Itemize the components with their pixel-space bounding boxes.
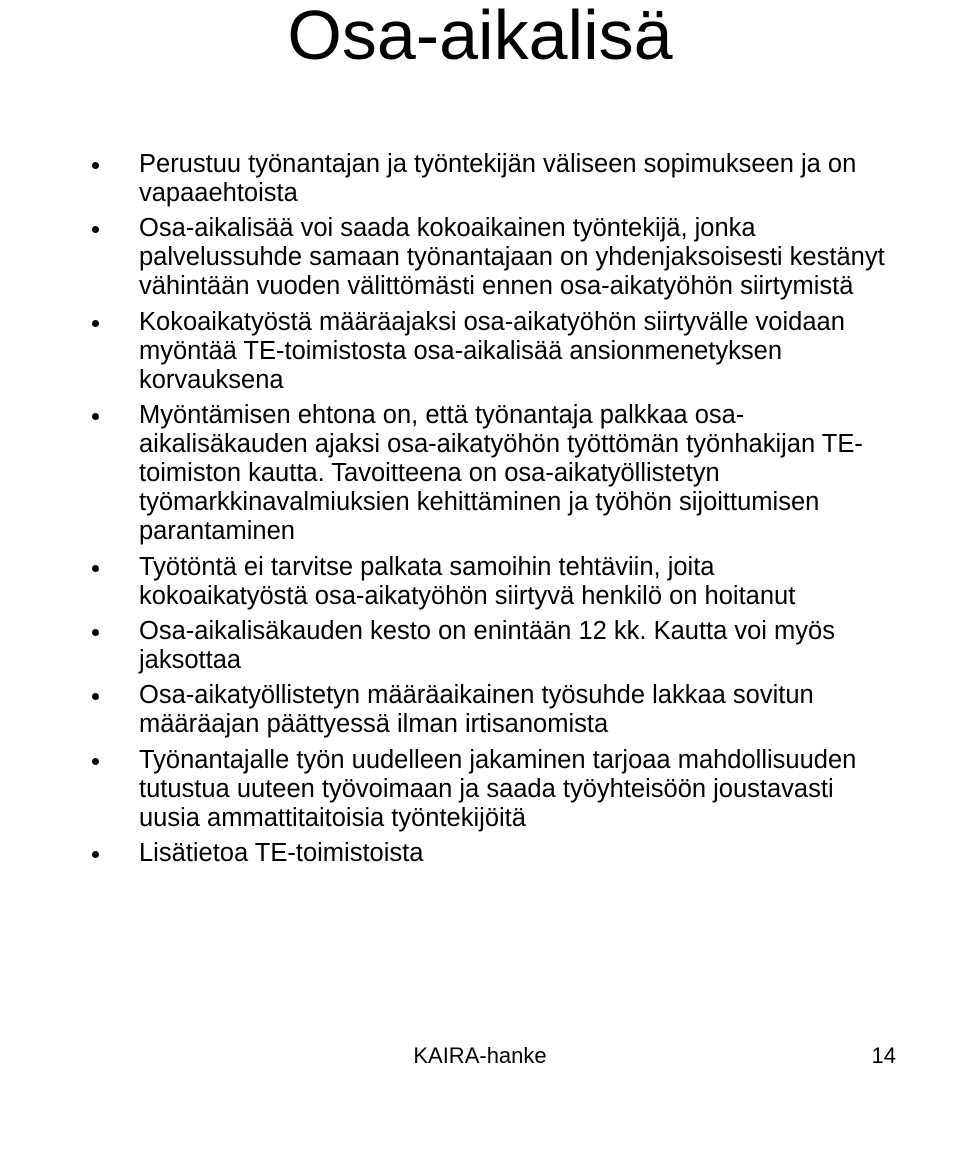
bullet-item (90, 746, 890, 833)
bullet-dot-icon (92, 851, 99, 858)
bullet-text: Osa-aikalisää voi saada kokoaikainen työntekijä, jonka palvelussuhde samaan työnantajaan on yhdenjaksoisesti kestänyt vähintään vuoden välittömästi ennen osa-aikatyöhön siirtymistä (139, 214, 885, 301)
bullet-dot-icon (92, 320, 99, 327)
bullet-text: Perustuu työnantajan ja työntekijän väliseen sopimukseen ja on vapaaehtoista (139, 150, 857, 207)
page-number: 14 (871, 1043, 896, 1068)
bullet-item (90, 150, 890, 208)
slide-title: Osa-aikalisä (287, 0, 673, 74)
bullet-item (90, 681, 890, 739)
bullet-text: Myöntämisen ehtona on, että työnantaja palkkaa osa-aikalisäkauden ajaksi osa-aikatyöhön työttömän työnhakijan TE-toimiston kautta. Tavoitteena on osa-aikatyöllistetyn työmarkkinavalmiuksien kehittäminen ja työhön sijoittumisen parantaminen (139, 401, 863, 546)
bullet-dot-icon (92, 162, 99, 169)
bullet-dot-icon (92, 629, 99, 636)
footer-label: KAIRA-hanke (413, 1043, 547, 1068)
bullet-text: Kokoaikatyöstä määräajaksi osa-aikatyöhön siirtyvälle voidaan myöntää TE-toimistosta osa-aikalisää ansionmenetyksen korvauksena (139, 307, 845, 394)
bullet-dot-icon (92, 565, 99, 572)
bullet-text: Työtöntä ei tarvitse palkata samoihin tehtäviin, joita kokoaikatyöstä osa-aikatyöhön siirtyvä henkilö on hoitanut (139, 552, 796, 610)
bullet-item (90, 553, 890, 611)
bullet-dot-icon (92, 413, 99, 420)
bullet-dot-icon (92, 226, 99, 233)
bullet-text: Osa-aikatyöllistetyn määräaikainen työsuhde lakkaa sovitun määräajan päättyessä ilman irtisanomista (139, 681, 814, 739)
bullet-item (90, 308, 890, 395)
bullet-text: Lisätietoa TE-toimistoista (139, 839, 424, 868)
bullet-item (90, 617, 890, 675)
bullet-text: Osa-aikalisäkauden kesto on enintään 12 kk. Kautta voi myös jaksottaa (139, 616, 835, 674)
bullet-item (90, 401, 890, 546)
bullet-dot-icon (92, 693, 99, 700)
bullet-item (90, 839, 890, 868)
bullet-item (90, 214, 890, 301)
bullet-list (90, 150, 890, 875)
bullet-dot-icon (92, 758, 99, 765)
bullet-text: Työnantajalle työn uudelleen jakaminen tarjoaa mahdollisuuden tutustua uuteen työvoimaan ja saada työyhteisöön joustavasti uusia ammattitaitoisia työntekijöitä (139, 745, 857, 832)
